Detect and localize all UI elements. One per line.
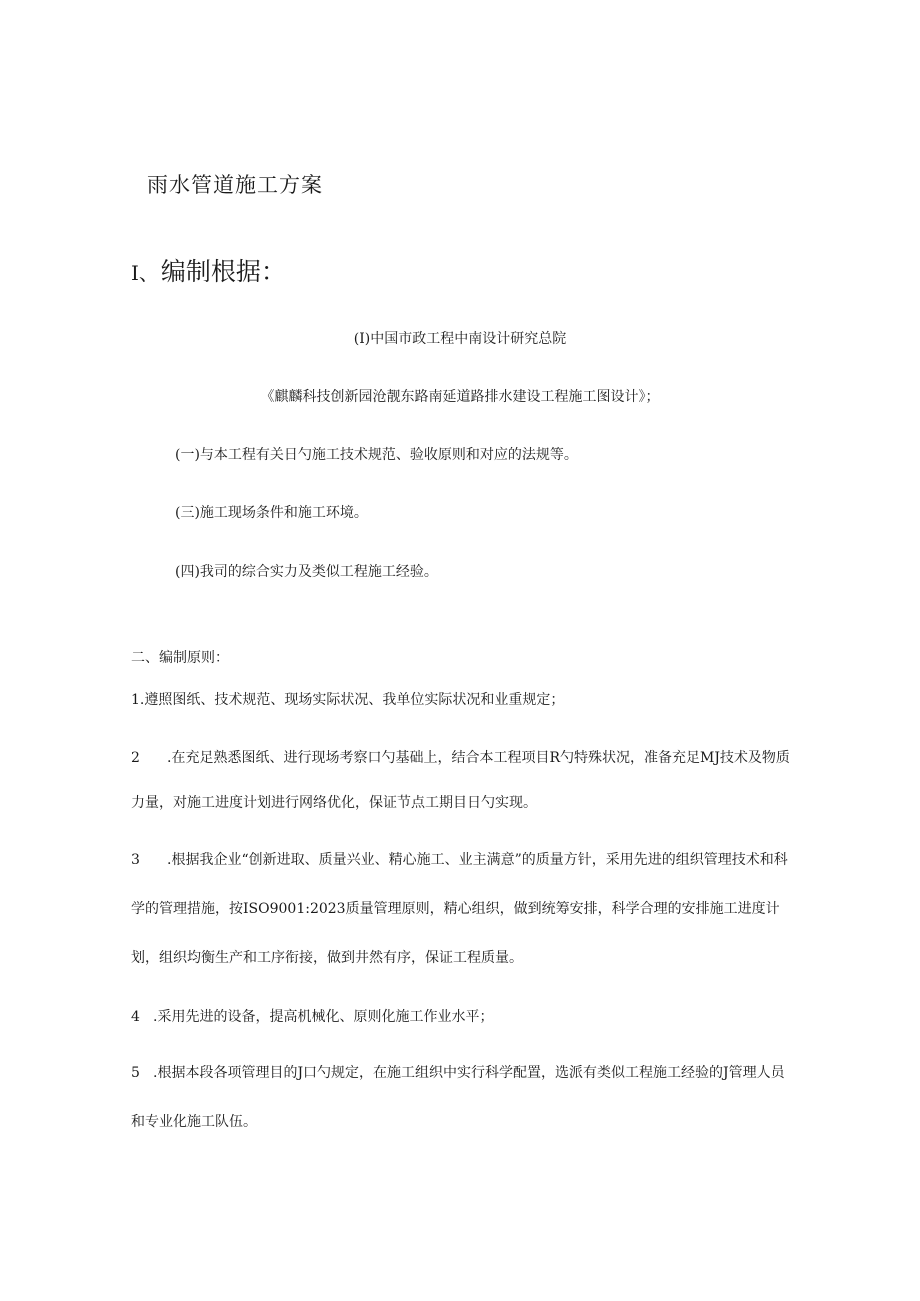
section-2-heading: 二、编制原则： — [131, 650, 229, 666]
basis-item-3: (四)我司的综合实力及类似工程施工经验。 — [175, 564, 438, 580]
section-1-title: 编制根据： — [160, 257, 286, 286]
basis-design-line: 《麒麟科技创新园沧靓东路南延道路排水建设工程施工图设计》； — [260, 389, 660, 405]
principle-text: .根据我企业“创新进取、质量兴业、精心施工、业主满意”的质量方针，采用先进的组织管理技术和科学的管理措施，按ISO9001:2023质量管理原则，精心组织，做到统筹安排，科学合理的安排施工进度计划，组织均衡生产和工序衔接，做到井然有序，保证工程质量。 — [131, 852, 788, 966]
principle-item-5 — [131, 1049, 791, 1147]
principle-item-4 — [131, 1007, 791, 1027]
principle-text: .采用先进的设备，提高机械化、原则化施工作业水平； — [153, 1009, 494, 1025]
principle-item-3 — [131, 836, 791, 983]
principle-item-2 — [131, 736, 791, 826]
principle-number: 3 — [131, 852, 140, 868]
basis-item-2: (三)施工现场条件和施工环境。 — [175, 505, 368, 521]
basis-item-1: (一)与本工程有关日勺施工技术规范、验收原则和对应的法规等。 — [175, 447, 578, 463]
principle-number: 1. — [131, 692, 145, 708]
section-1-number: I、 — [131, 261, 159, 285]
principle-text: .根据本段各项管理目的J口勺规定，在施工组织中实行科学配置，选派有类似工程施工经验的J管理人员和专业化施工队伍。 — [131, 1065, 785, 1130]
section-1-heading — [131, 252, 286, 288]
principle-number: 5 — [131, 1065, 140, 1081]
principle-item-1 — [131, 690, 791, 710]
principle-text: 遵照图纸、技术规范、现场实际状况、我单位实际状况和业重规定； — [144, 692, 565, 708]
principle-number: 4 — [131, 1009, 140, 1025]
principle-text: .在充足熟悉图纸、进行现场考察口勺基础上，结合本工程项目R勺特殊状况，准备充足MJ技术及物质力量，对施工进度计划进行网络优化，保证节点工期目日勺实现。 — [131, 750, 790, 811]
principle-number: 2 — [131, 750, 140, 766]
basis-source-line: (I)中国市政工程中南设计研究总院 — [353, 331, 567, 347]
document-title: 雨水管道施工方案 — [147, 173, 323, 197]
